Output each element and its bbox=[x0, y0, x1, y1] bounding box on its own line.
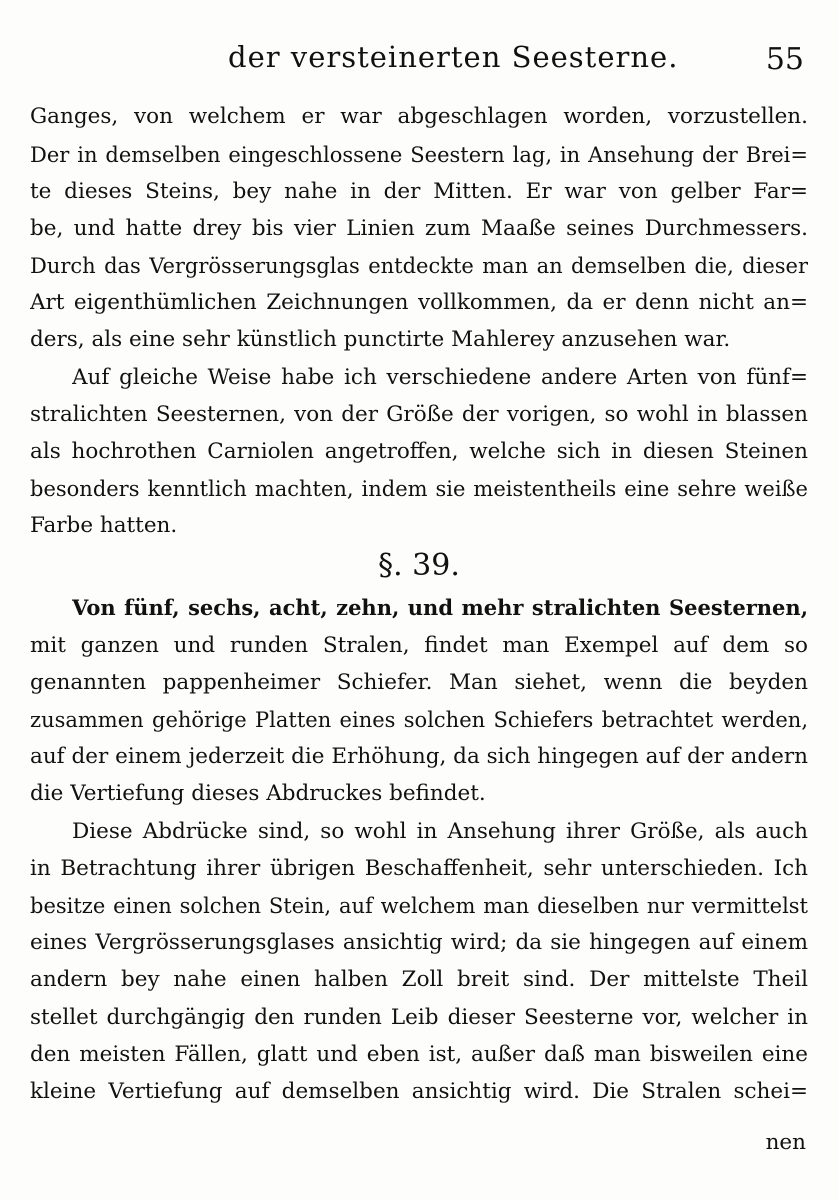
text-line: zusammen gehörige Platten eines solchen Schiefers betrachtet werden, bbox=[30, 708, 808, 732]
catchword: nen bbox=[765, 1130, 806, 1155]
text-line: Art eigenthümlichen Zeichnungen vollkommen, da er denn nicht an= bbox=[30, 290, 808, 315]
text-line: stralichten Seesternen, von der Größe der vorigen, so wohl in blassen bbox=[30, 402, 808, 427]
text-line: besitze einen solchen Stein, auf welchem man dieselben nur vermittelst bbox=[30, 894, 808, 918]
text-line: Farbe hatten. bbox=[30, 513, 178, 538]
text-line: die Vertiefung dieses Abdruckes befindet. bbox=[30, 781, 486, 806]
section-heading: §. 39. bbox=[378, 548, 460, 583]
text-line: kleine Vertiefung auf demselben ansichtig wird. Die Stralen schei= bbox=[30, 1079, 808, 1104]
text-line: den meisten Fällen, glatt und eben ist, außer daß man bisweilen eine bbox=[30, 1042, 808, 1067]
text-line: stellet durchgängig den runden Leib dieser Seesterne vor, welcher in bbox=[30, 1005, 808, 1030]
text-line: als hochrothen Carniolen angetroffen, welche sich in diesen Steinen bbox=[30, 439, 808, 464]
text-line: ders, als eine sehr künstlich punctirte Mahlerey anzusehen war. bbox=[30, 327, 731, 352]
text-line: in Betrachtung ihrer übrigen Beschaffenheit, sehr unterschieden. Ich bbox=[30, 856, 808, 881]
text-line: Der in demselben eingeschlossene Seestern lag, in Ansehung der Brei= bbox=[30, 143, 808, 167]
page-header bbox=[0, 38, 838, 88]
text-line: auf der einem jederzeit die Erhöhung, da sich hingegen auf der andern bbox=[30, 744, 808, 769]
text-line: eines Vergrösserungsglases ansichtig wird; da sie hingegen auf einem bbox=[30, 930, 808, 955]
text-line: Durch das Vergrösserungsglas entdeckte man an demselben die, dieser bbox=[30, 254, 808, 278]
text-line: Ganges, von welchem er war abgeschlagen worden, vorzustellen. bbox=[30, 104, 808, 129]
page-number: 55 bbox=[765, 42, 804, 77]
text-line: mit ganzen und runden Stralen, findet man Exempel auf dem so bbox=[30, 633, 808, 658]
text-line: Auf gleiche Weise habe ich verschiedene andere Arten von fünf= bbox=[72, 365, 808, 390]
text-line: andern bey nahe einen halben Zoll breit sind. Der mittelste Theil bbox=[30, 967, 808, 992]
text-line: Diese Abdrücke sind, so wohl in Ansehung ihrer Größe, als auch bbox=[72, 819, 808, 844]
text-line: be, und hatte drey bis vier Linien zum Maaße seines Durchmessers. bbox=[30, 216, 808, 241]
text-line: te dieses Steins, bey nahe in der Mitten. Er war von gelber Far= bbox=[30, 179, 808, 204]
running-title: der versteinerten Seesterne. bbox=[228, 40, 679, 74]
text-line: Von fünf, sechs, acht, zehn, und mehr stralichten Seesternen, bbox=[72, 595, 808, 620]
text-line: genannten pappenheimer Schiefer. Man siehet, wenn die beyden bbox=[30, 670, 808, 695]
text-line: besonders kenntlich machten, indem sie meistentheils eine sehre weiße bbox=[30, 477, 808, 501]
